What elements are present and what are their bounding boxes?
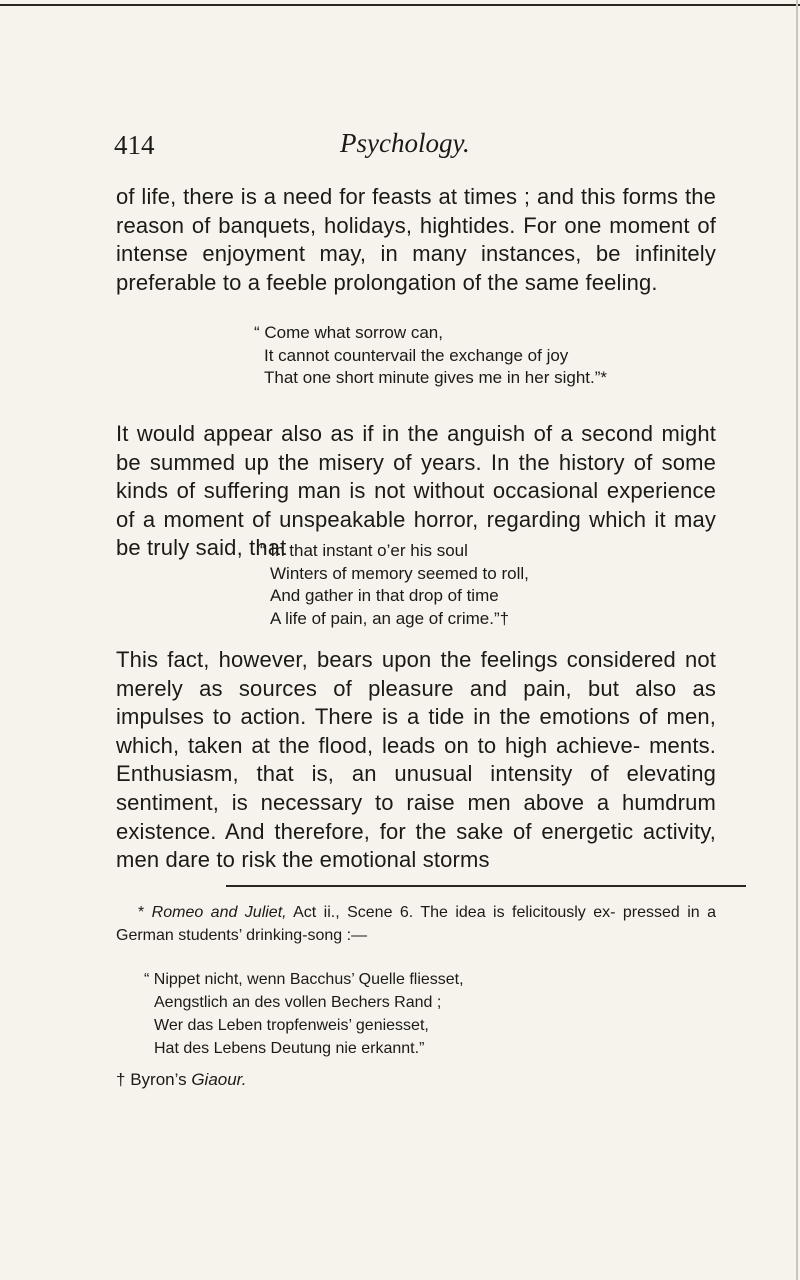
paragraph-3: This fact, however, bears upon the feelings considered not merely as sources of pleasure and pain, but also as impulses to action. There is a tide in the emotions of men, which, taken at the flood, leads on to high achieve- ments. Enthusiasm, that is, an unusual intensity of elevating sentiment, is necessary to raise men above a humdrum existence. And therefore, for the sake of energetic activity, men dare to risk the emotional storms (116, 647, 716, 873)
page-edge (796, 0, 798, 1280)
verse-line: It cannot countervail the exchange of joy (264, 345, 569, 365)
verse-quote-byron (260, 540, 529, 630)
verse-line: And gather in that drop of time (270, 586, 499, 605)
footnote-text: Act ii., Scene 6. The idea is felicitously ex- pressed in a German students’ drinking-song :— (116, 904, 716, 944)
paragraph-1: of life, there is a need for feasts at times ; and this forms the reason of banquets, holidays, hightides. For one moment of intense enjoyment may, in many instances, be infinitely preferable to a feeble prolongation of the same feeling. (116, 184, 716, 295)
verse-line: Hat des Lebens Deutung nie erkannt.” (154, 1040, 425, 1057)
footnote-marker: † (116, 1070, 126, 1089)
footnote-work-title: Romeo and Juliet, (151, 904, 287, 921)
footnote-work-title: Giaour. (191, 1070, 247, 1089)
verse-line: “ Nippet nicht, wenn Bacchus’ Quelle fliesset, (144, 971, 464, 988)
footnote-2 (116, 1068, 716, 1091)
footnote-text: Byron’s (130, 1070, 192, 1089)
verse-quote-romeo (254, 322, 607, 390)
running-head: Psychology. (340, 128, 470, 158)
verse-line: That one short minute gives me in her sight.”* (264, 368, 607, 387)
footnote-1 (116, 901, 716, 947)
top-border-line (0, 4, 800, 6)
verse-line: A life of pain, an age of crime.”† (270, 608, 510, 628)
verse-line: “ Come what sorrow can, (254, 323, 443, 342)
paragraph-2: It would appear also as if in the anguish of a second might be summed up the misery of years. In the history of some kinds of suffering man is not without occasional experience of a moment of unspeakable horror, regarding which it may be truly said, that (116, 421, 716, 561)
verse-line: Wer das Leben tropfenweis’ geniesset, (154, 1017, 429, 1034)
verse-line: “ In that instant o’er his soul (260, 541, 468, 560)
page-number: 414 (114, 130, 155, 160)
page-header (114, 128, 714, 168)
footnote-verse-german (144, 968, 754, 1060)
verse-line: Winters of memory seemed to roll, (270, 563, 529, 583)
verse-line: Aengstlich an des vollen Bechers Rand ; (154, 994, 442, 1011)
footnote-marker: * (138, 904, 145, 921)
footnote-divider (226, 885, 746, 887)
